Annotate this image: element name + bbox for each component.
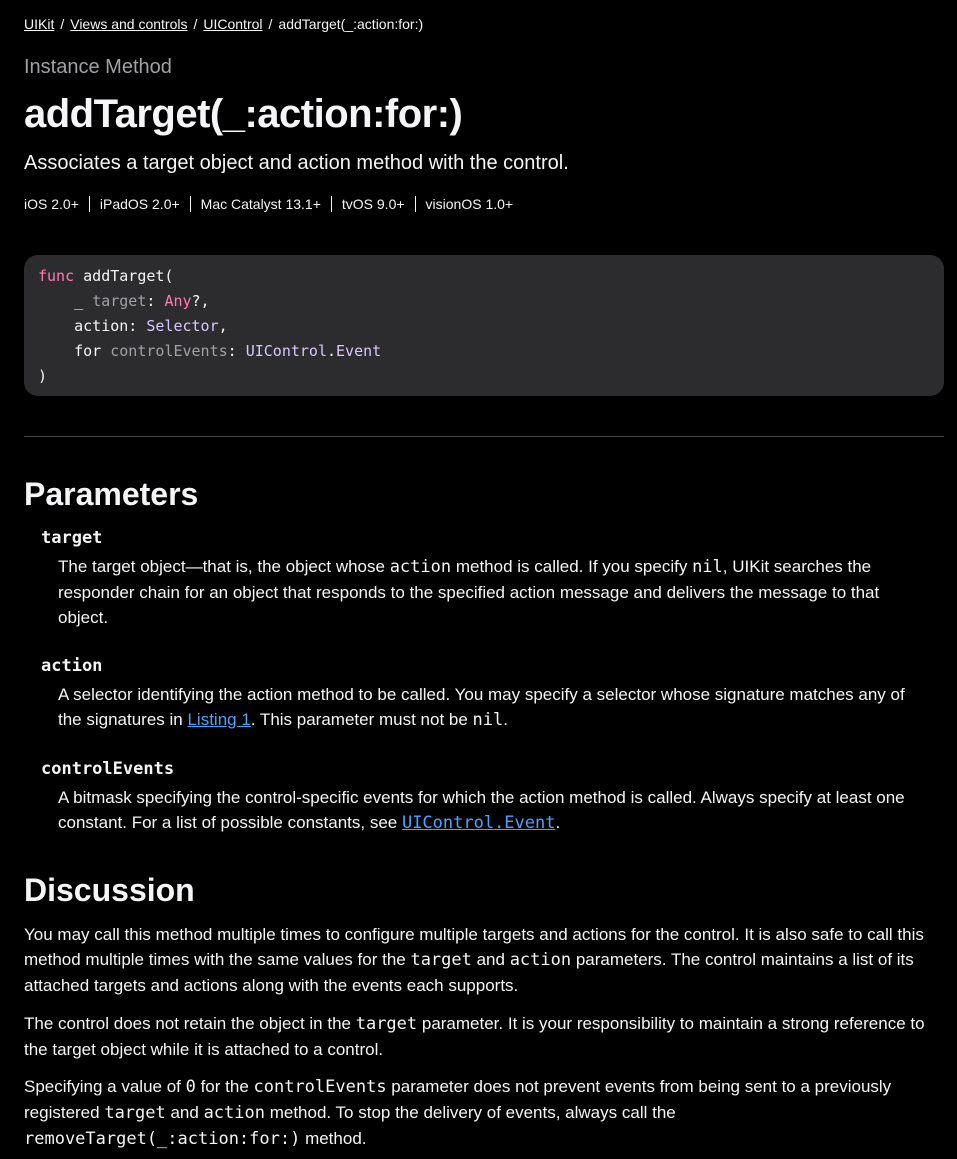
parameter-name: action xyxy=(41,656,103,676)
breadcrumb-separator: / xyxy=(193,16,198,32)
code-dot: . xyxy=(327,342,337,360)
platform-mac-catalyst: Mac Catalyst 13.1+ xyxy=(190,196,331,212)
code-punct: ?, xyxy=(191,292,210,310)
parameter-target xyxy=(41,528,931,630)
breadcrumb-separator: / xyxy=(268,16,273,32)
symbol-kind-eyebrow: Instance Method xyxy=(24,56,172,78)
code-type-uicontrol[interactable]: UIControl xyxy=(245,342,327,360)
text-run: and xyxy=(165,1103,204,1122)
code-type-event[interactable]: Event xyxy=(336,342,382,360)
code-external-label: _ xyxy=(74,292,84,310)
parameters-heading: Parameters xyxy=(24,476,199,512)
page-title: addTarget(_:action:for:) xyxy=(24,92,463,136)
platform-availability xyxy=(24,196,523,212)
text-run: parameter. It is your responsibility to maintain a strong reference to the target object while it is attached to a control. xyxy=(24,1014,925,1059)
declaration-line-1 xyxy=(38,264,930,289)
text-run: , UIKit searches the responder chain for an object that responds to the specified action message and delivers the message to that object. xyxy=(58,557,880,627)
declaration-line-5 xyxy=(38,364,930,389)
platform-ios: iOS 2.0+ xyxy=(24,196,79,212)
code-punct: , xyxy=(218,317,228,335)
inline-code: target xyxy=(410,950,472,970)
inline-code: target xyxy=(104,1103,166,1123)
parameter-description xyxy=(58,785,931,836)
text-run: A selector identifying the action method to be called. You may specify a selector whose signature matches any of the signatures in xyxy=(58,685,905,729)
section-divider xyxy=(24,436,944,437)
inline-code: action xyxy=(203,1103,265,1123)
abstract: Associates a target object and action method with the control. xyxy=(24,152,569,174)
text-run: method. xyxy=(300,1129,367,1148)
text-run: You may call this method multiple times to configure multiple targets and actions for the control. It is also safe to call this method multiple times with the same values for the xyxy=(24,925,924,969)
code-keyword: func xyxy=(38,267,75,285)
breadcrumb-link-views-and-controls[interactable]: Views and controls xyxy=(70,16,188,32)
breadcrumb-current: addTarget(_:action:for:) xyxy=(278,16,424,32)
code-type-any: Any xyxy=(164,292,192,310)
inline-code: 0 xyxy=(185,1077,196,1097)
breadcrumb-separator: / xyxy=(60,16,65,32)
text-run: A bitmask specifying the control-specific events for which the action method is called. Always specify at least one constant. For a list of possible constants, see xyxy=(58,788,905,832)
declaration-code-block xyxy=(24,255,944,396)
code-colon: : xyxy=(146,292,156,310)
breadcrumb-link-uicontrol[interactable]: UIControl xyxy=(203,16,263,32)
text-run: parameter does not prevent events from being sent to a previously registered xyxy=(24,1077,892,1122)
text-run: The target object—that is, the object whose xyxy=(58,557,390,576)
code-function-name: addTarget( xyxy=(83,267,174,285)
code-type-selector[interactable]: Selector xyxy=(146,317,219,335)
code-close-paren: ) xyxy=(38,367,48,385)
code-param-label: action: xyxy=(74,317,138,335)
parameter-description xyxy=(58,682,931,733)
inline-code: action xyxy=(389,557,452,577)
text-run: Specifying a value of xyxy=(24,1077,186,1096)
declaration-line-2 xyxy=(38,289,930,314)
breadcrumb-link-uikit[interactable]: UIKit xyxy=(24,16,55,32)
text-run: and xyxy=(471,950,510,969)
declaration-line-4 xyxy=(38,339,930,364)
text-run: method. To stop the delivery of events, always call the xyxy=(264,1103,676,1122)
inline-code: nil xyxy=(692,557,723,577)
code-param-name: controlEvents xyxy=(110,342,228,360)
discussion-paragraph-2 xyxy=(24,1011,944,1062)
text-run: method is called. If you specify xyxy=(451,557,693,576)
inline-code: nil xyxy=(472,710,504,730)
breadcrumb xyxy=(24,16,423,32)
code-colon: : xyxy=(227,342,237,360)
text-run: . xyxy=(555,813,561,832)
platform-tvos: tvOS 9.0+ xyxy=(331,196,415,212)
inline-code: target xyxy=(355,1014,418,1034)
text-run: . This parameter must not be xyxy=(250,710,473,729)
platform-ipados: iPadOS 2.0+ xyxy=(89,196,190,212)
text-run: . xyxy=(503,710,508,729)
discussion-heading: Discussion xyxy=(24,872,195,908)
listing-1-link[interactable]: Listing 1 xyxy=(187,710,251,729)
parameter-name: target xyxy=(41,528,103,548)
code-external-label: for xyxy=(74,342,102,360)
text-run: parameters. The control maintains a list of its attached targets and actions along with the events each supports. xyxy=(24,950,914,995)
parameter-name: controlEvents xyxy=(41,759,175,779)
inline-code: action xyxy=(509,950,572,970)
parameter-action xyxy=(41,656,931,733)
discussion-paragraph-1 xyxy=(24,922,944,998)
parameter-description xyxy=(58,554,931,630)
text-run: The control does not retain the object in the xyxy=(24,1014,356,1033)
inline-code: removeTarget(_:action:for:) xyxy=(24,1129,301,1149)
uicontrol-event-link[interactable]: UIControl.Event xyxy=(401,813,556,833)
inline-code: controlEvents xyxy=(253,1077,387,1097)
text-run: for the xyxy=(195,1077,254,1096)
declaration-line-3 xyxy=(38,314,930,339)
discussion-paragraph-3 xyxy=(24,1074,944,1152)
code-param-name: target xyxy=(92,292,147,310)
parameter-control-events xyxy=(41,759,931,836)
platform-visionos: visionOS 1.0+ xyxy=(415,196,524,212)
